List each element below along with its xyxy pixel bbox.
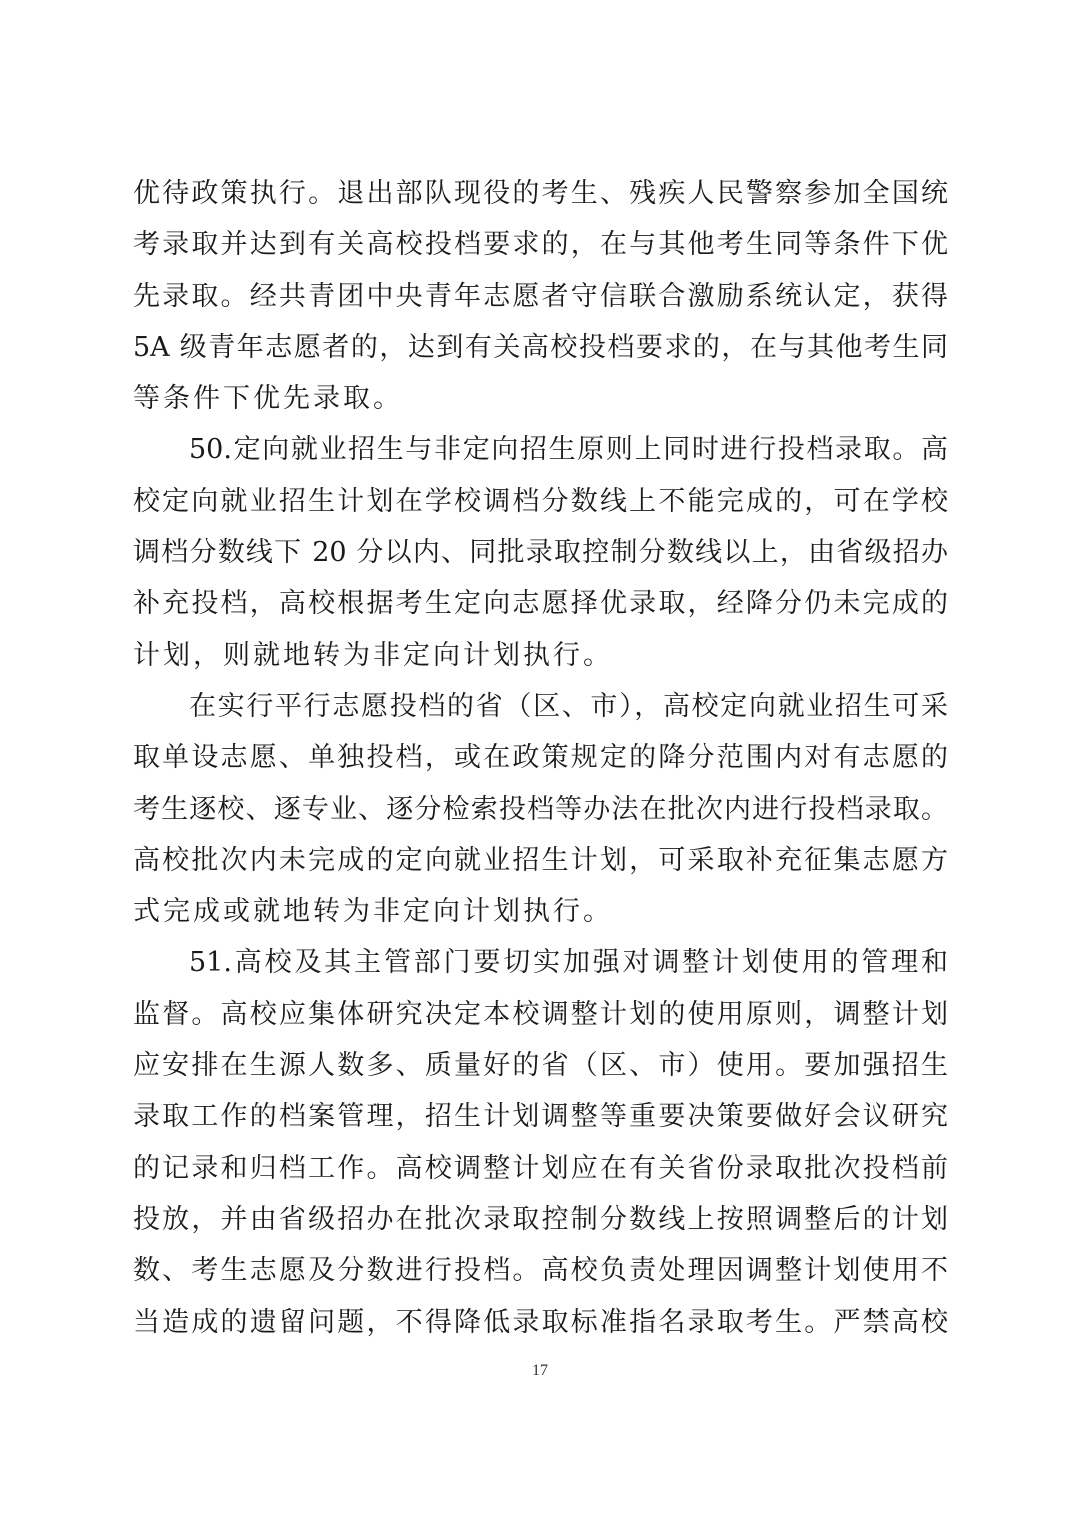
text-line: 50.定向就业招生与非定向招生原则上同时进行投档录取。高 bbox=[189, 434, 948, 466]
text-line: 监督。高校应集体研究决定本校调整计划的使用原则，调整计划 bbox=[133, 998, 948, 1030]
text-line: 应安排在生源人数多、质量好的省（区、市）使用。要加强招生 bbox=[133, 1050, 948, 1082]
text-line: 投放，并由省级招办在批次录取控制分数线上按照调整后的计划 bbox=[133, 1203, 948, 1235]
text-line: 5A 级青年志愿者的，达到有关高校投档要求的，在与其他考生同 bbox=[133, 331, 948, 363]
page-number: 17 bbox=[532, 1362, 548, 1379]
paragraph-article-51 bbox=[133, 937, 948, 1347]
text-line: 考生逐校、逐专业、逐分检索投档等办法在批次内进行投档录取。 bbox=[133, 793, 948, 825]
text-line: 调档分数线下 20 分以内、同批录取控制分数线以上，由省级招办 bbox=[133, 537, 948, 569]
text-line: 先录取。经共青团中央青年志愿者守信联合激励系统认定，获得 bbox=[133, 280, 948, 312]
text-line: 优待政策执行。退出部队现役的考生、残疾人民警察参加全国统 bbox=[133, 178, 948, 209]
text-line: 在实行平行志愿投档的省（区、市），高校定向就业招生可采 bbox=[189, 690, 948, 722]
paragraph-preferential-policy bbox=[133, 168, 948, 424]
text-line: 数、考生志愿及分数进行投档。高校负责处理因调整计划使用不 bbox=[133, 1255, 948, 1287]
body-text bbox=[133, 168, 948, 1348]
text-line: 校定向就业招生计划在学校调档分数线上不能完成的，可在学校 bbox=[133, 485, 948, 517]
text-line: 式完成或就地转为非定向计划执行。 bbox=[133, 896, 613, 928]
paragraph-parallel-volunteer bbox=[133, 681, 948, 937]
text-line: 的记录和归档工作。高校调整计划应在有关省份录取批次投档前 bbox=[133, 1152, 948, 1184]
text-line: 取单设志愿、单独投档，或在政策规定的降分范围内对有志愿的 bbox=[133, 742, 948, 774]
text-line: 高校批次内未完成的定向就业招生计划，可采取补充征集志愿方 bbox=[133, 844, 948, 876]
text-line: 考录取并达到有关高校投档要求的，在与其他考生同等条件下优 bbox=[133, 229, 948, 261]
text-line: 录取工作的档案管理，招生计划调整等重要决策要做好会议研究 bbox=[133, 1101, 948, 1133]
paragraph-article-50 bbox=[133, 424, 948, 680]
text-line: 当造成的遗留问题，不得降低录取标准指名录取考生。严禁高校 bbox=[133, 1306, 948, 1338]
text-line: 计划，则就地转为非定向计划执行。 bbox=[133, 639, 613, 671]
text-line: 补充投档，高校根据考生定向志愿择优录取，经降分仍未完成的 bbox=[133, 588, 948, 620]
text-line: 51.高校及其主管部门要切实加强对调整计划使用的管理和 bbox=[189, 947, 948, 979]
text-line: 等条件下优先录取。 bbox=[133, 383, 403, 415]
